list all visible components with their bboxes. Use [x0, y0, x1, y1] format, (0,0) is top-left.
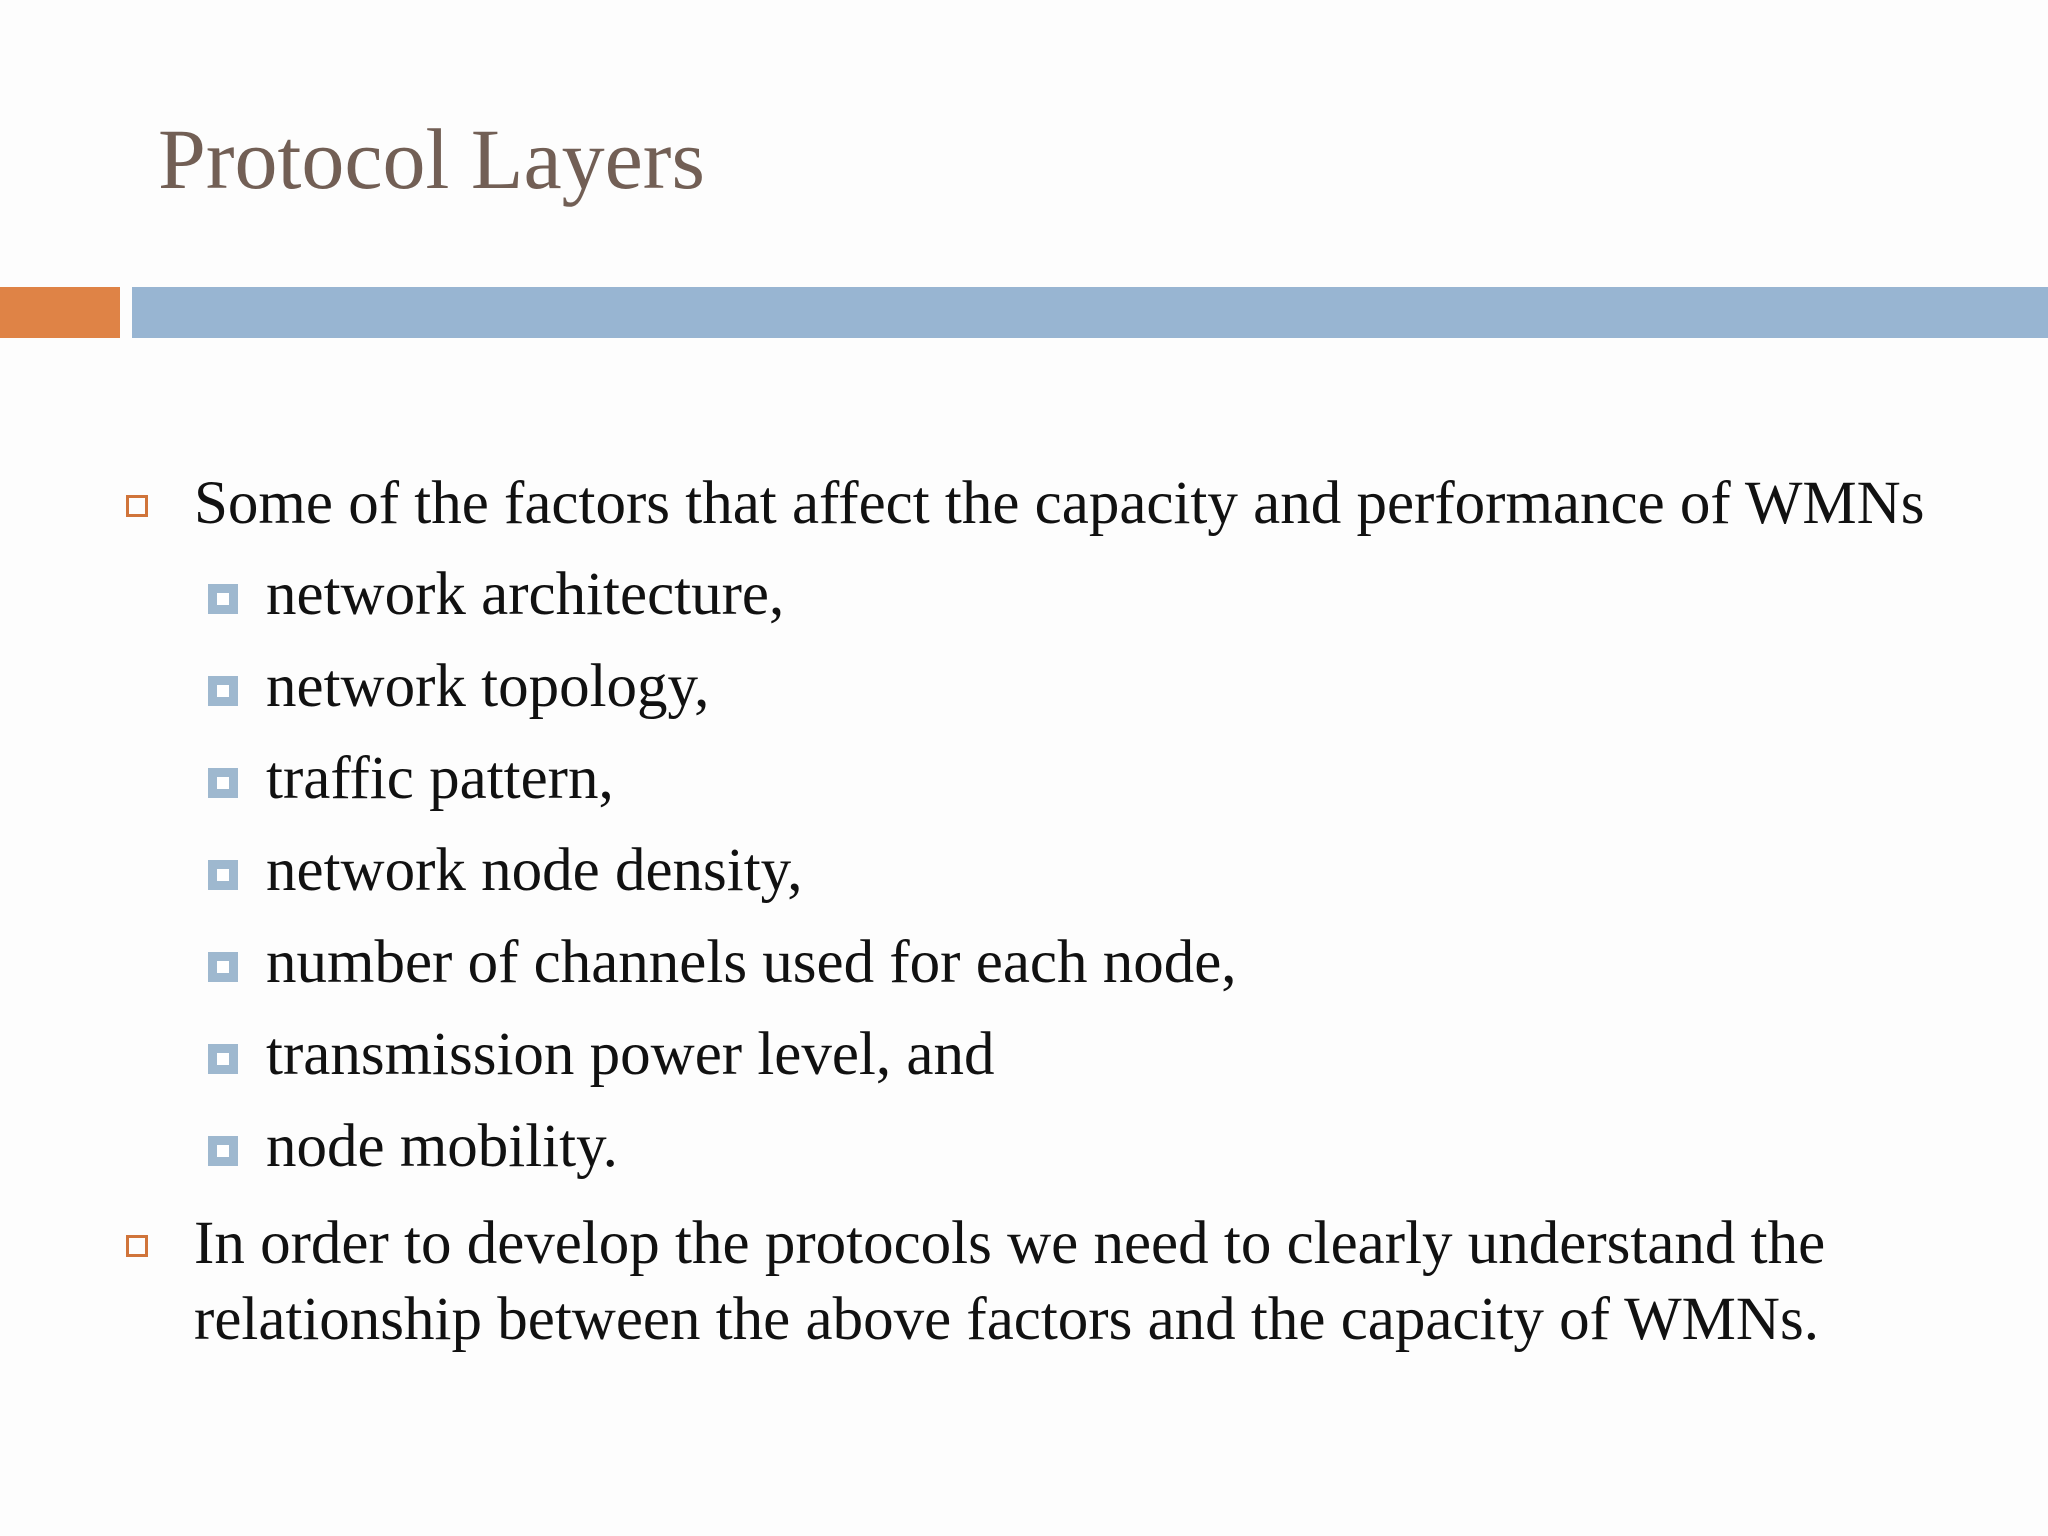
- bullet-item: [126, 1206, 1825, 1358]
- square-bullet-icon: [208, 584, 238, 614]
- accent-bar: [0, 287, 120, 338]
- sub-bullet-item: [208, 1109, 618, 1185]
- square-bullet-icon: [208, 1136, 238, 1166]
- slide-title: Protocol Layers: [158, 111, 705, 207]
- sub-bullet-item: [208, 557, 784, 633]
- hollow-square-bullet-icon: [126, 495, 148, 517]
- sub-bullet-item: [208, 1017, 994, 1093]
- square-bullet-icon: [208, 952, 238, 982]
- bullet-item: [126, 466, 1924, 542]
- sub-bullet-text: traffic pattern,: [266, 745, 614, 812]
- hollow-square-bullet-icon: [126, 1235, 148, 1257]
- bullet-text: Some of the factors that affect the capacity and performance of WMNs: [194, 470, 1925, 537]
- sub-bullet-item: [208, 925, 1237, 1001]
- sub-bullet-item: [208, 741, 614, 817]
- square-bullet-icon: [208, 768, 238, 798]
- title-divider-bar: [132, 287, 2048, 338]
- sub-bullet-item: [208, 649, 709, 725]
- sub-bullet-text: network node density,: [266, 837, 803, 904]
- bullet-text-line1: In order to develop the protocols we need to clearly understand the: [194, 1210, 1826, 1277]
- sub-bullet-text: node mobility.: [266, 1113, 618, 1180]
- bullet-text-line2: relationship between the above factors and the capacity of WMNs.: [194, 1286, 1819, 1353]
- sub-bullet-text: transmission power level, and: [266, 1021, 995, 1088]
- square-bullet-icon: [208, 860, 238, 890]
- square-bullet-icon: [208, 1044, 238, 1074]
- square-bullet-icon: [208, 676, 238, 706]
- sub-bullet-text: number of channels used for each node,: [266, 929, 1237, 996]
- sub-bullet-text: network topology,: [266, 653, 710, 720]
- sub-bullet-text: network architecture,: [266, 561, 785, 628]
- sub-bullet-item: [208, 833, 802, 909]
